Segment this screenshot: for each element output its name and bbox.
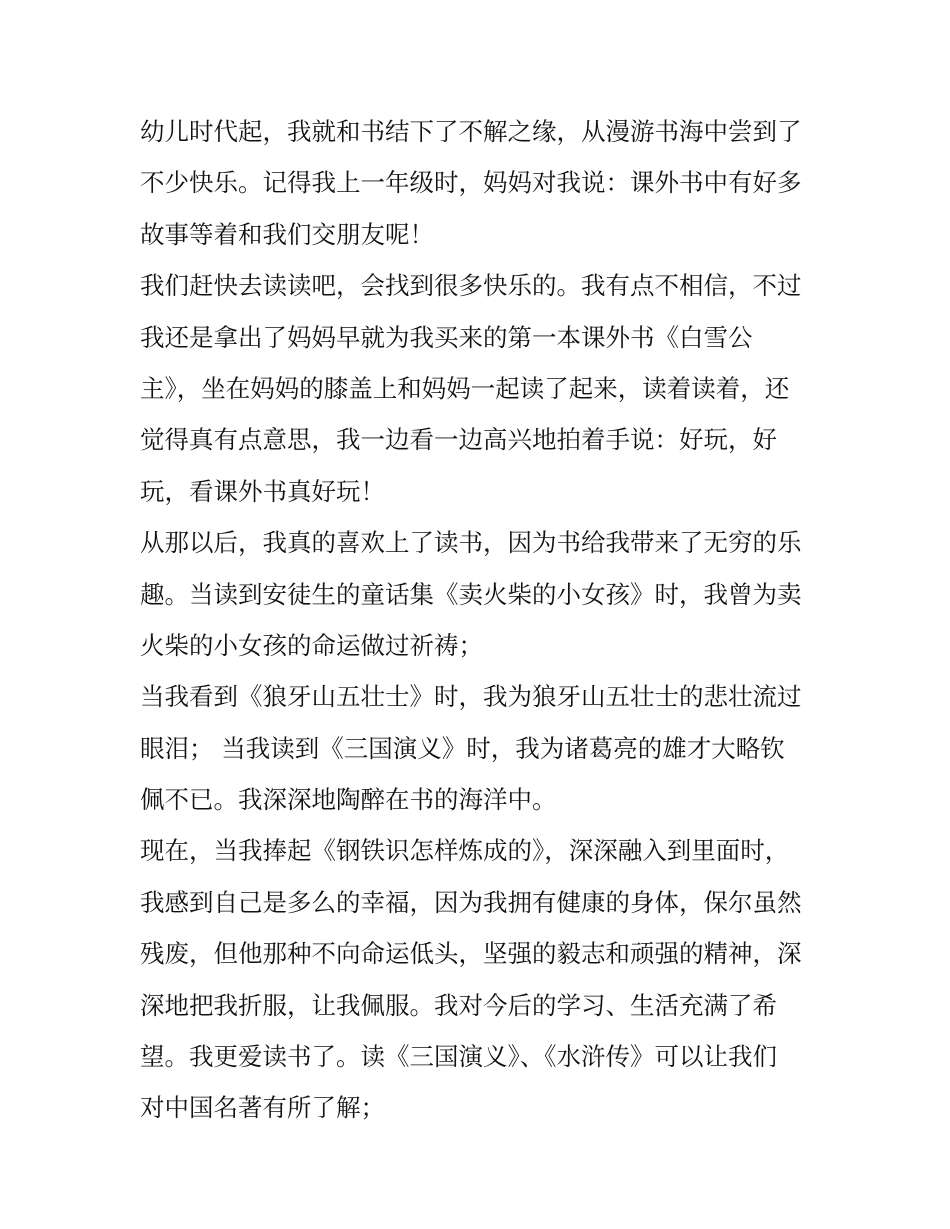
text-line: 主》，坐在妈妈的膝盖上和妈妈一起读了起来，读着读着，还 (140, 373, 790, 403)
text-line: 从那以后，我真的喜欢上了读书，因为书给我带来了无穷的乐 (140, 528, 802, 558)
text-line: 残废，但他那种不向命运低头，坚强的毅志和顽强的精神，深 (140, 939, 802, 969)
text-line: 佩不已。我深深地陶醉在书的海洋中。 (140, 785, 557, 815)
text-line: 眼泪； 当我读到《三国演义》时，我为诸葛亮的雄才大略钦 (140, 733, 785, 763)
text-line: 故事等着和我们交朋友呢！ (140, 219, 434, 249)
text-line: 望。我更爱读书了。读《三国演义》、《水浒传》可以让我们 (140, 1042, 777, 1072)
text-line: 对中国名著有所了解； (140, 1093, 385, 1123)
text-line: 我们赶快去读读吧，会找到很多快乐的。我有点不相信，不过 (140, 271, 802, 301)
text-line: 我感到自己是多么的幸福，因为我拥有健康的身体，保尔虽然 (140, 887, 802, 917)
text-line: 觉得真有点意思，我一边看一边高兴地拍着手说：好玩，好 (140, 425, 777, 455)
text-line: 火柴的小女孩的命运做过祈祷； (140, 630, 483, 660)
document-body (140, 106, 815, 1134)
text-line: 趣。当读到安徒生的童话集《卖火柴的小女孩》时，我曾为卖 (140, 579, 802, 609)
text-line: 现在，当我捧起《钢铁识怎样炼成的》，深深融入到里面时， (140, 836, 790, 866)
text-line: 幼儿时代起，我就和书结下了不解之缘，从漫游书海中尝到了 (140, 117, 802, 146)
text-line: 玩，看课外书真好玩！ (140, 476, 385, 506)
text-line: 当我看到《狼牙山五壮士》时，我为狼牙山五壮士的悲壮流过 (140, 682, 802, 712)
text-line: 不少快乐。记得我上一年级时，妈妈对我说：课外书中有好多 (140, 168, 802, 198)
text-line: 深地把我折服，让我佩服。我对今后的学习、生活充满了希 (140, 990, 777, 1020)
text-line: 我还是拿出了妈妈早就为我买来的第一本课外书《白雪公 (140, 322, 753, 352)
